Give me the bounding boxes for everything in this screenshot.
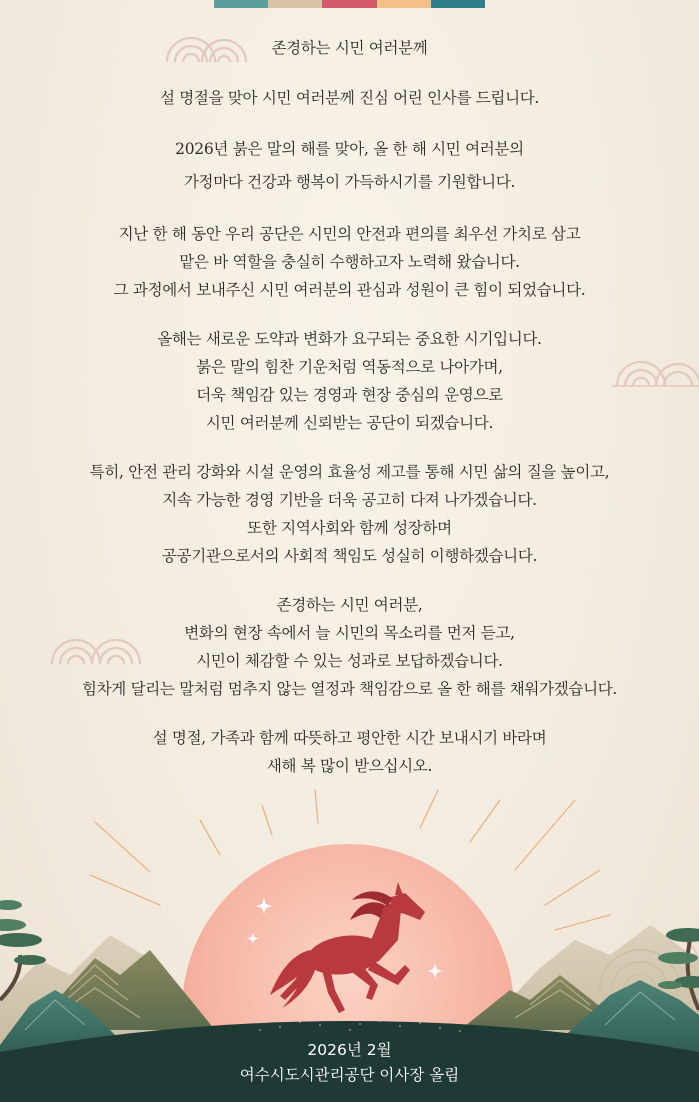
letter-line: 설 명절을 맞아 시민 여러분께 진심 어린 인사를 드립니다.: [159, 89, 540, 107]
letter-paragraph: [0, 325, 699, 437]
letter-line: 새해 복 많이 받으십시오.: [266, 757, 433, 775]
letter-line: 올해는 새로운 도약과 변화가 요구되는 중요한 시기입니다.: [157, 330, 542, 348]
letter-line: 붉은 말의 힘찬 기운처럼 역동적으로 나아가며,: [196, 358, 503, 376]
signature-date: 2026년 2월: [307, 1041, 392, 1059]
letter-paragraph: [0, 220, 699, 304]
footer-signature: [0, 1038, 699, 1088]
letter-paragraph: [0, 133, 699, 199]
letter-line: 힘차게 달리는 말처럼 멈추지 않는 열정과 책임감으로 올 한 해를 채워가겠습니다.: [81, 680, 618, 698]
letter-paragraph: [0, 591, 699, 703]
greeting-letter: [0, 34, 699, 801]
letter-line: 공공기관으로서의 사회적 책임도 성실히 이행하겠습니다.: [161, 547, 538, 565]
letter-line: 설 명절, 가족과 함께 따뜻하고 평안한 시간 보내시기 바라며: [152, 729, 547, 747]
letter-line: 변화의 현장 속에서 늘 시민의 목소리를 먼저 듣고,: [184, 624, 515, 642]
letter-line: 시민이 체감할 수 있는 성과로 보답하겠습니다.: [196, 652, 503, 670]
letter-line: 특히, 안전 관리 강화와 시설 운영의 효율성 제고를 통해 시민 삶의 질을 높이고,: [89, 463, 610, 481]
letter-line: 더욱 책임감 있는 경영과 현장 중심의 운영으로: [196, 386, 503, 404]
signature-sender: 여수시도시관리공단 이사장 올림: [239, 1066, 460, 1084]
letter-line: 가정마다 건강과 행복이 가득하시기를 기원합니다.: [183, 173, 516, 191]
letter-paragraph: [0, 724, 699, 780]
letter-line: 지속 가능한 경영 기반을 더욱 공고히 다져 나가겠습니다.: [162, 491, 537, 509]
letter-body: [0, 84, 699, 780]
letter-line: 2026년 붉은 말의 해를 맞아, 올 한 해 시민 여러분의: [175, 140, 524, 158]
letter-paragraph: [0, 458, 699, 570]
letter-line: 존경하는 시민 여러분,: [276, 596, 423, 614]
letter-line: 지난 한 해 동안 우리 공단은 시민의 안전과 편의를 최우선 가치로 삼고: [118, 225, 581, 243]
letter-paragraph: [0, 84, 699, 112]
letter-line: 그 과정에서 보내주신 시민 여러분의 관심과 성원이 큰 힘이 되었습니다.: [113, 281, 586, 299]
letter-line: 시민 여러분께 신뢰받는 공단이 되겠습니다.: [205, 414, 494, 432]
letter-greeting: 존경하는 시민 여러분께: [271, 39, 428, 57]
letter-line: 맡은 바 역할을 충실히 수행하고자 노력해 왔습니다.: [179, 253, 520, 271]
letter-line: 또한 지역사회와 함께 성장하며: [247, 519, 452, 537]
